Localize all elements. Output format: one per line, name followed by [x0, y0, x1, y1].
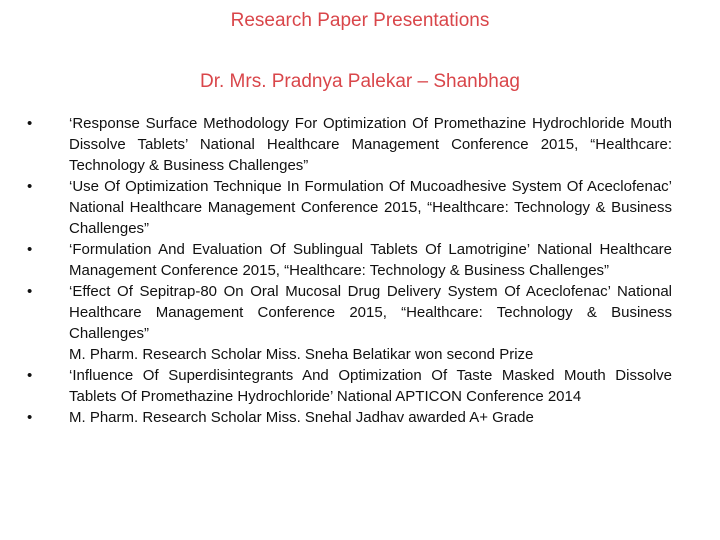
list-item-text: ‘Use Of Optimization Technique In Formulation Of Mucoadhesive System Of Aceclofenac’ National Healthcare Management Conference 2015, “Healthcare: Technology & Business Challenges”: [69, 178, 672, 237]
list-item-text: ‘Formulation And Evaluation Of Sublingual Tablets Of Lamotrigine’ National Healthcare Management Conference 2015, “Healthcare: Technology & Business Challenges”: [69, 241, 672, 279]
bullet-icon: •: [27, 115, 33, 132]
list-item: [0, 281, 720, 365]
list-item-text: ‘Response Surface Methodology For Optimization Of Promethazine Hydrochloride Mouth Dissolve Tablets’ National Healthcare Management Conference 2015, “Healthcare: Technology & Business Challenges”: [69, 115, 672, 174]
bullet-icon: •: [27, 283, 33, 300]
bullet-icon: •: [27, 178, 33, 195]
bullet-icon: •: [27, 409, 33, 426]
list-item-text: ‘Influence Of Superdisintegrants And Optimization Of Taste Masked Mouth Dissolve Tablets Of Promethazine Hydrochloride’ National APTICON Conference 2014: [69, 367, 672, 405]
list-item: [0, 365, 720, 407]
page-title: Research Paper Presentations: [230, 10, 490, 31]
list-item-text: ‘Effect Of Sepitrap-80 On Oral Mucosal Drug Delivery System Of Aceclofenac’ National Healthcare Management Conference 2015, “Healthcare: Technology & Business Challenges”: [69, 283, 672, 342]
bullet-icon: •: [27, 241, 33, 258]
bullet-icon: •: [27, 367, 33, 384]
presentation-list: [0, 113, 720, 428]
list-item: [0, 176, 720, 239]
list-item-text: M. Pharm. Research Scholar Miss. Snehal Jadhav awarded A+ Grade: [69, 409, 534, 426]
list-item: [0, 113, 720, 176]
list-item: [0, 239, 720, 281]
author-name: Dr. Mrs. Pradnya Palekar – Shanbhag: [199, 71, 520, 92]
list-item-note: M. Pharm. Research Scholar Miss. Sneha Belatikar won second Prize: [69, 346, 534, 363]
list-item: [0, 407, 720, 428]
